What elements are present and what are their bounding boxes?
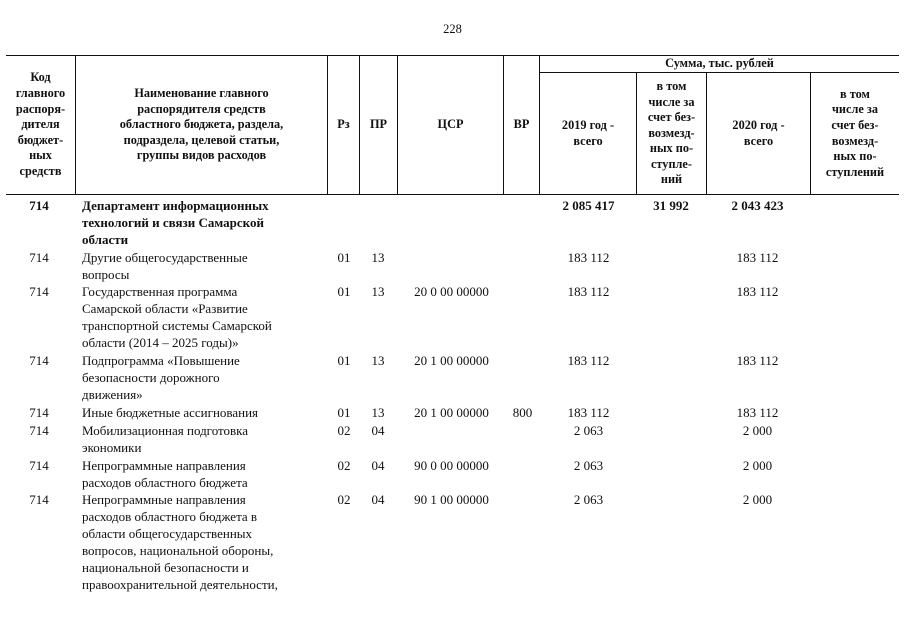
row-2019-total: 2 085 417 (562, 198, 615, 213)
row-rz: 01 (337, 405, 351, 420)
header-2019-total: 2019 год - всего (561, 117, 615, 148)
row-csr: 90 1 00 00000 (414, 492, 489, 507)
row-rz: 02 (337, 458, 351, 473)
row-2019-total: 183 112 (567, 405, 610, 420)
header-sum-title: Сумма, тыс. рублей (665, 56, 774, 71)
row-rz: 01 (337, 353, 351, 368)
row-2019-total: 183 112 (567, 353, 610, 368)
row-2019-free: 31 992 (653, 198, 689, 213)
row-csr: 90 0 00 00000 (414, 458, 489, 473)
row-code: 714 (29, 284, 49, 299)
row-code: 714 (29, 458, 49, 473)
row-csr: 20 1 00 00000 (414, 405, 489, 420)
row-name: Подпрограмма «Повышение безопасности дорожного движения» (82, 353, 240, 402)
row-code: 714 (29, 198, 49, 213)
header-2019-free: в том числе за счет без- возмезд- ных по- ступле- ний (647, 78, 696, 187)
row-name: Мобилизационная подготовка экономики (82, 423, 249, 455)
row-2020-total: 2 000 (742, 423, 773, 438)
header-name: Наименование главного распорядителя средств областного бюджета, раздела, подраздела, целевой статьи, группы видов расходов (119, 86, 284, 163)
row-rz: 02 (337, 492, 351, 507)
row-code: 714 (29, 250, 49, 265)
row-2020-total: 2 000 (742, 492, 773, 507)
row-2019-total: 183 112 (567, 284, 610, 299)
row-code: 714 (29, 423, 49, 438)
row-pr: 13 (371, 250, 385, 265)
row-csr: 20 1 00 00000 (414, 353, 489, 368)
row-pr: 04 (371, 458, 385, 473)
row-vr: 800 (512, 405, 533, 420)
row-pr: 04 (371, 423, 385, 438)
row-name: Департамент информационных технологий и связи Самарской области (82, 198, 269, 247)
header-rz: Рз (337, 117, 350, 132)
row-name: Иные бюджетные ассигнования (82, 405, 259, 420)
row-2020-total: 183 112 (736, 250, 779, 265)
row-rz: 01 (337, 284, 351, 299)
row-name: Государственная программа Самарской области «Развитие транспортной системы Самарской области (2014 – 2025 годы)» (82, 284, 272, 350)
header-2020-free: в том числе за счет без- возмезд- ных по- ступлений (825, 86, 885, 179)
row-code: 714 (29, 353, 49, 368)
row-name: Непрограммные направления расходов областного бюджета (82, 458, 248, 490)
row-code: 714 (29, 405, 49, 420)
header-code: Код главного распоря- дителя бюджет- ных средств (15, 70, 66, 178)
row-2019-total: 2 063 (573, 423, 604, 438)
row-2020-total: 2 000 (742, 458, 773, 473)
row-2019-total: 183 112 (567, 250, 610, 265)
row-rz: 01 (337, 250, 351, 265)
row-2020-total: 183 112 (736, 284, 779, 299)
row-2020-total: 2 043 423 (731, 198, 784, 213)
row-name: Непрограммные направления расходов областного бюджета в области общегосударственных вопросов, национальной обороны, национальной безопасности и правоохранительной деятельности, (82, 492, 278, 592)
row-rz: 02 (337, 423, 351, 438)
row-2019-total: 2 063 (573, 492, 604, 507)
page-number: 228 (443, 22, 462, 36)
row-pr: 13 (371, 284, 385, 299)
row-csr: 20 0 00 00000 (414, 284, 489, 299)
row-2020-total: 183 112 (736, 353, 779, 368)
row-name: Другие общегосударственные вопросы (82, 250, 248, 282)
table-header (6, 55, 899, 195)
row-2020-total: 183 112 (736, 405, 779, 420)
row-pr: 04 (371, 492, 385, 507)
row-pr: 13 (371, 353, 385, 368)
header-csr: ЦСР (437, 117, 464, 132)
row-code: 714 (29, 492, 49, 507)
header-pr: ПР (369, 117, 388, 132)
header-2020-total: 2020 год - всего (732, 117, 785, 148)
row-2019-total: 2 063 (573, 458, 604, 473)
header-vr: ВР (513, 117, 530, 132)
row-pr: 13 (371, 405, 385, 420)
